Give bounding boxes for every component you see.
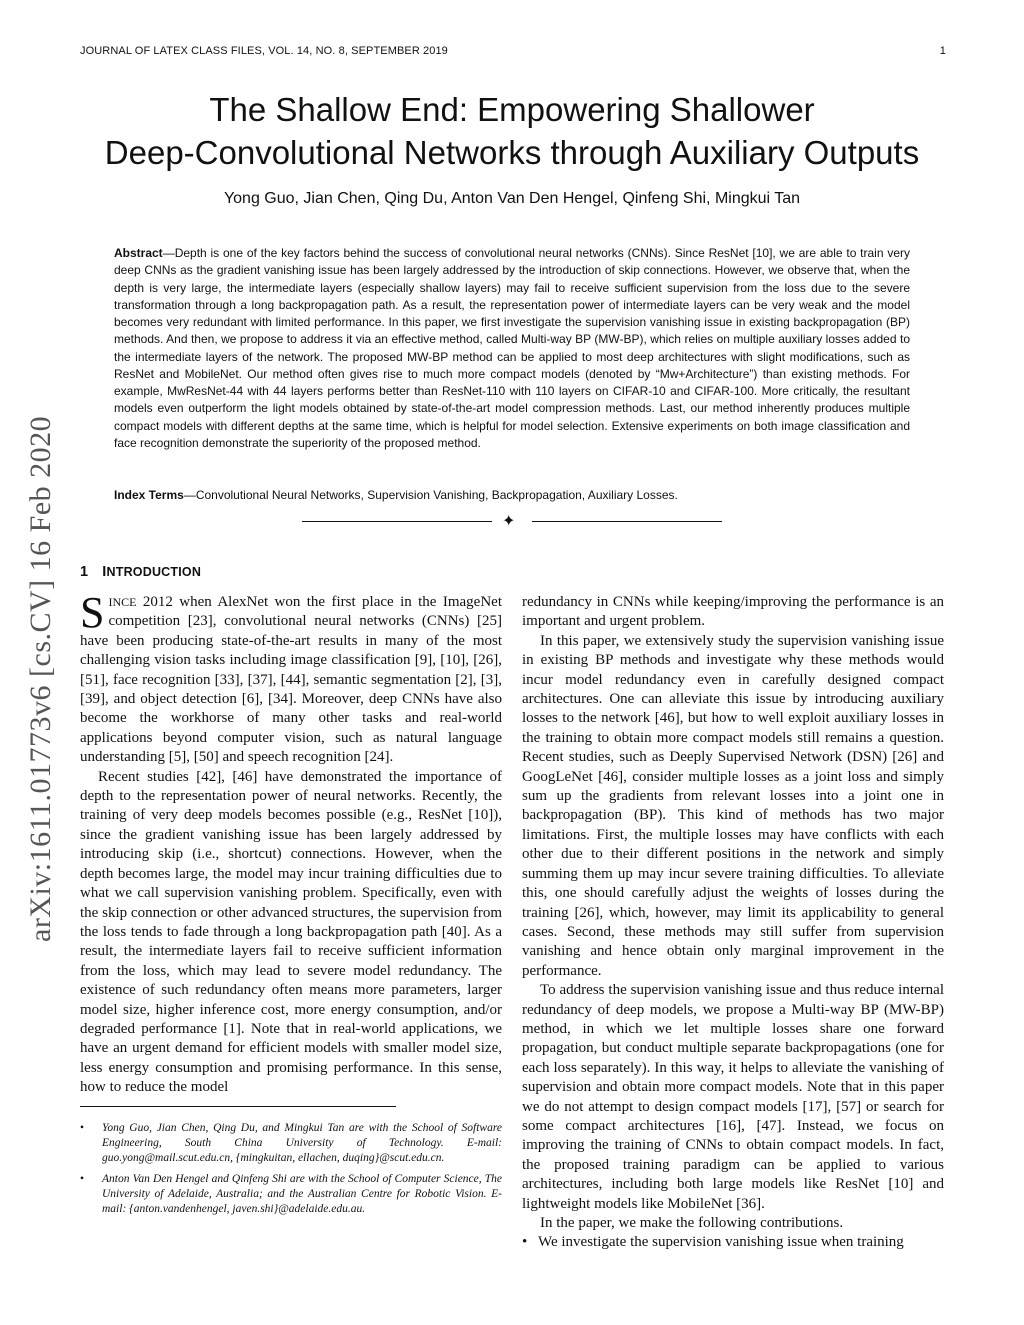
paragraph [80, 588, 502, 768]
footnotes [80, 1121, 502, 1224]
footnote-text: Yong Guo, Jian Chen, Qing Du, and Mingkui Tan are with the School of Software Engineering, South China University of Technology. E-mail: guo.yong@mail.scut.edu.cn, {mingkuitan, ellachen, duqing}@scut.edu.cn. [102, 1122, 502, 1165]
divider-line-left [302, 521, 492, 522]
abstract: Abstract—Depth is one of the key factors behind the success of convolutional neural networks (CNNs). Since ResNet [10], we are able to train very deep CNNs as the gradient vanishing issue has been largely addressed by the introduction of skip connections. However, we observe that, when the depth is very large, the intermediate layers (especially shallow layers) may fail to receive sufficient supervision from the loss due to the severe transformation through a long backpropagation path. As a result, the representation power of intermediate layers can be very weak and the model becomes very redundant with limited performance. In this paper, we first investigate the supervision vanishing issue in existing backpropagation (BP) methods. And then, we propose to address it via an effective method, called Multi-way BP (MW-BP), which relies on multiple auxiliary losses added to the intermediate layers of the network. The proposed MW-BP method can be applied to most deep architectures with slight modifications, such as ResNet and MobileNet. Our method often gives rise to much more compact models (denoted by “Mw+Architecture”) than existing methods. For example, MwResNet-44 with 44 layers performs better than ResNet-110 with 110 layers on CIFAR-10 and CIFAR-100. More critically, the resultant models even outperform the light models obtained by state-of-the-art model compression methods. Last, our method inherently produces multiple compact models with different depths at the same time, which is helpful for model selection. Extensive experiments on both image classification and face recognition demonstrate the superiority of the proposed method. [114, 246, 910, 450]
diamond-star-icon: ✦ [502, 513, 516, 530]
index-terms-label: Index Terms [114, 488, 184, 502]
running-head [80, 45, 946, 57]
paragraph: Recent studies [42], [46] have demonstrated the importance of depth to the representation power of neural networks. Recently, the training of very deep models becomes possible (e.g., ResNet [10]), since the gradient vanishing issue has been largely addressed by introducing skip (i.e., shortcut) connections. However, when the depth becomes large, the model may incur training difficulties due to what we call supervision vanishing problem. Specifically, even with the skip connection or other advanced structures, the supervision from the loss tends to fade through a long backpropagation path [40]. As a result, the intermediate layers fail to receive sufficient information from the loss, which may lead to severe model redundancy. The existence of such redundancy often means more parameters, larger model size, higher inference cost, more energy consumption, and/or degraded performance [1]. Note that in real-world applications, we have an urgent demand for efficient models with smaller model size, less energy consumption and promising performance. In this sense, how to reduce the model [80, 768, 502, 1096]
paragraph: In the paper, we make the following contributions. [540, 1215, 844, 1231]
footnote [80, 1121, 502, 1166]
footnote-rule [80, 1106, 396, 1107]
section-divider [302, 514, 722, 530]
index-terms-text: Convolutional Neural Networks, Supervision Vanishing, Backpropagation, Auxiliary Losses. [195, 488, 678, 502]
journal-header: JOURNAL OF LATEX CLASS FILES, VOL. 14, NO. 8, SEPTEMBER 2019 [80, 45, 448, 57]
author-list: Yong Guo, Jian Chen, Qing Du, Anton Van Den Hengel, Qinfeng Shi, Mingkui Tan [223, 190, 801, 207]
title-line-2: Deep-Convolutional Networks through Auxiliary Outputs [104, 134, 920, 171]
paragraph-text: 2012 when AlexNet won the first place in the ImageNet competition [23], convolutional neural networks (CNNs) [25] have been producing state-of-the-art results in many of the most challenging vision tasks including image classification [9], [10], [26], [51], face recognition [33], [37], [44], semantic segmentation [2], [3], [39], and object detection [6], [34]. Moreover, deep CNNs have also become the workhorse of many other tasks and real-world applications beyond computer vision, such as natural language understanding [5], [50] and speech recognition [24]. [80, 594, 502, 766]
body-column-left [80, 588, 502, 1098]
contribution-bullet [522, 1233, 944, 1252]
paper-title [60, 88, 964, 174]
body-column-right [522, 593, 944, 1253]
section-title-initial: I [102, 564, 107, 580]
footnote-text: Anton Van Den Hengel and Qinfeng Shi are with the School of Computer Science, The University of Adelaide, Australia; and the Australian Centre for Robotic Vision. E-mail: {anton.vandenhengel, javen.shi}@adelaide.edu.au. [102, 1173, 502, 1216]
section-heading [80, 564, 201, 580]
bullet-icon: • [80, 1122, 85, 1134]
divider-line-right [532, 521, 722, 522]
lead-word: INCE [108, 595, 137, 609]
paragraph: To address the supervision vanishing issue and thus reduce internal redundancy of deep models, we propose a Multi-way BP (MW-BP) method, in which we let multiple losses share one forward propagation, but conduct multiple separate backpropagations (one for each loss separately). In this way, it helps to alleviate the vanishing of supervision and obtain more compact models. Note that in this paper we do not attempt to design compact models [17], [57] or search for some compact architectures [16], [47]. Instead, we focus on improving the training of CNNs to obtain compact models. In fact, the proposed training paradigm can be applied to various architectures, including both large models like ResNet [10] and lightweight models like MobileNet [36]. [522, 982, 944, 1212]
paragraph: In this paper, we extensively study the supervision vanishing issue in existing BP methods and investigate why these methods would incur model redundancy even in carefully designed compact architectures. One can alleviate this issue by introducing auxiliary losses to the network [46], but how to well exploit auxiliary losses in the training to obtain more compact models still remains a question. Recent studies, such as Deeply Supervised Network (DSN) [26] and GoogLeNet [46], consider multiple losses as a joint loss and simply sum up the gradients from relevant losses into a joint one in backpropagation (BP). This kind of methods has two major limitations. First, the multiple losses may have conflicts with each other due to their different positions in the network and simply summing them up may incur severe training difficulties. To alleviate this, one should carefully adjust the weights of losses during the training [26], which, however, may limit its applicability to general cases. Second, these methods may still suffer from supervision vanishing and hence obtain only marginal improvement in the performance. [522, 632, 944, 979]
section-title-rest: NTRODUCTION [106, 565, 202, 579]
bullet-text: We investigate the supervision vanishing issue when training [538, 1234, 904, 1251]
footnote [80, 1172, 502, 1217]
bullet-icon: • [522, 1234, 528, 1251]
page-number: 1 [939, 45, 946, 57]
abstract-text: Depth is one of the key factors behind the success of convolutional neural networks (CNNs). Since ResNet [10], we are able to train very deep CNNs as the gradient vanishing issue has been largely addressed by the introduction of skip connections. However, we observe that, when the depth is very large, the intermediate layers (especially shallow layers) may fail to receive sufficient supervision from the loss due to the severe transformation through a long backpropagation path. As a result, the representation power of intermediate layers can be very weak and the model becomes very redundant with limited performance. In this paper, we first investigate the supervision vanishing issue in existing backpropagation (BP) methods. And then, we propose to address it via an effective method, called Multi-way BP (MW-BP), which relies on multiple auxiliary losses added to the intermediate layers of the network. The proposed MW-BP method can be applied to most deep architectures with slight modifications, such as ResNet and MobileNet. Our method often gives rise to much more compact models (denoted by “Mw+Architecture”) than existing methods. For example, MwResNet-44 with 44 layers performs better than ResNet-110 with 110 layers on CIFAR-10 and CIFAR-100. More critically, the resultant models even outperform the light models obtained by state-of-the-art model compression methods. Last, our method inherently produces multiple compact models with different depths at the same time, which is helpful for model selection. Extensive experiments on both image classification and face recognition demonstrate the superiority of the proposed method. [114, 246, 910, 450]
arxiv-identifier[interactable]: arXiv:1611.01773v6 [cs.CV] 16 Feb 2020 [24, 415, 57, 942]
index-terms: Index Terms—Convolutional Neural Networks, Supervision Vanishing, Backpropagation, Auxiliary Losses. [114, 488, 678, 502]
abstract-label: Abstract [114, 246, 163, 260]
paragraph: redundancy in CNNs while keeping/improving the performance is an important and urgent problem. [522, 594, 944, 630]
drop-cap: S [80, 588, 105, 637]
bullet-icon: • [80, 1173, 85, 1186]
title-line-1: The Shallow End: Empowering Shallower [209, 91, 815, 128]
section-number: 1 [80, 564, 89, 580]
